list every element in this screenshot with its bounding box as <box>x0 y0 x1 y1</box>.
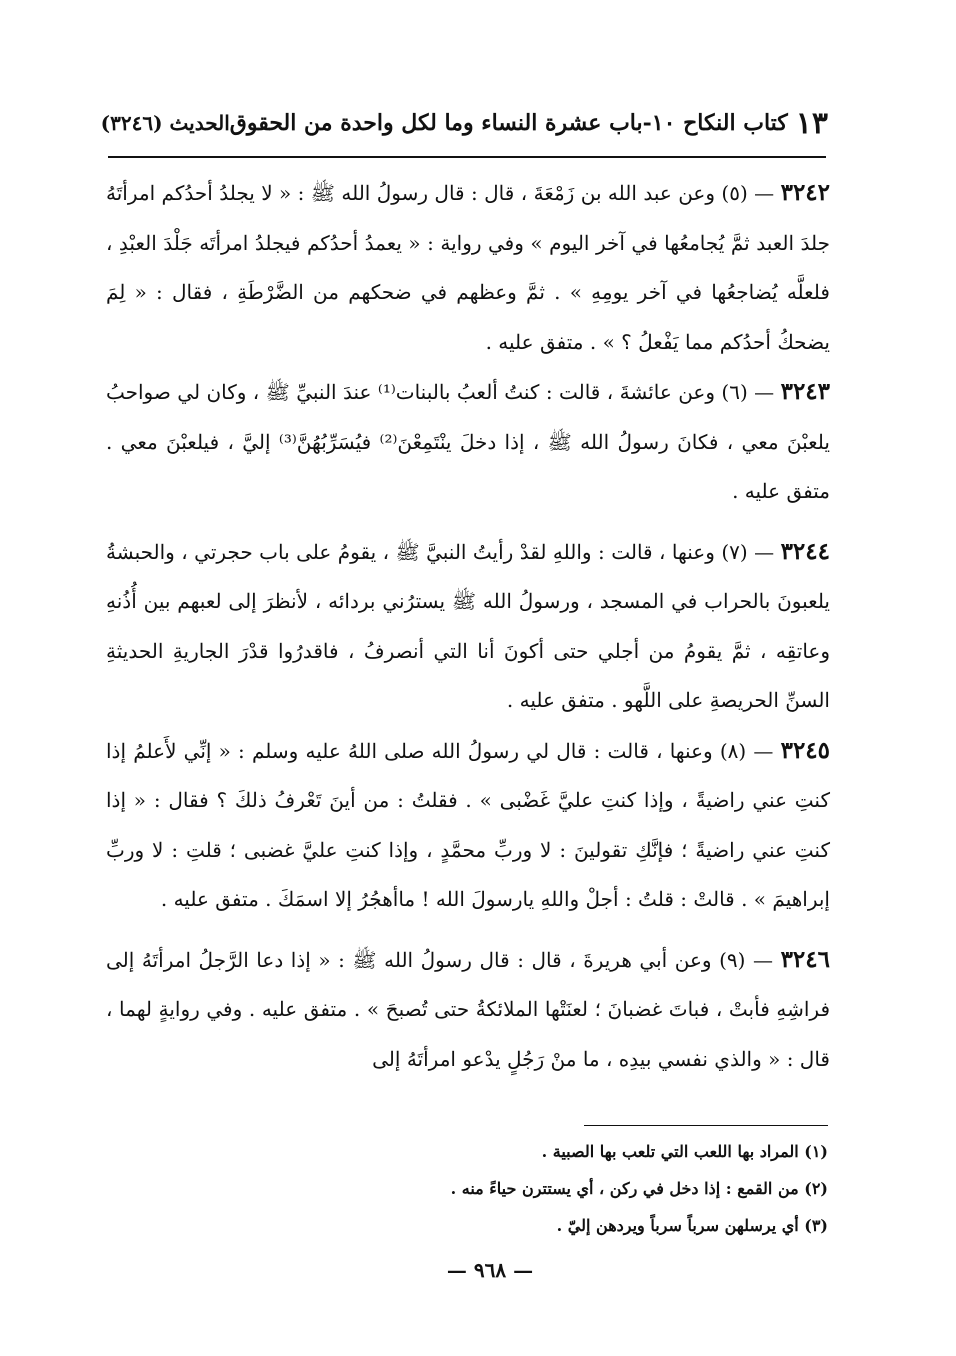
hadith-number: ٣٢٤٢ <box>780 179 831 206</box>
hadith-3246: ٣٢٤٦ — (٩) وعن أبي هريرةَ ، قال : قال رسولُ الله ﷺ : « إذا دعا الرَّجلُ امرأتَهُ إلى فراشِهِ فأبتْ ، فباتَ غضبانَ ؛ لعنَتْها الملائكةُ حتى تُصبحَ » . متفق عليه . وفي روايةٍ لهما ، قال : « والذي نفسي بيدِه ، ما منْ رَجُلٍ يدْعو امرأتَهُ إلى <box>106 945 830 1071</box>
hadith-text: (٩) وعن أبي هريرةَ ، قال : قال رسولُ الله ﷺ : « إذا دعا الرَّجلُ امرأتَهُ إلى فراشِهِ فأبتْ ، فباتَ غضبانَ ؛ لعنَتْها الملائكةُ حتى تُصبحَ » . متفق عليه . وفي روايةٍ لهما ، قال : « والذي نفسي بيدِه ، ما منْ رَجُلٍ يدْعو امرأتَهُ إلى <box>106 947 830 1071</box>
main-text <box>106 168 830 1084</box>
footnote-1: (١) المراد بها اللعب التي تلعب بها الصبية . <box>541 1142 828 1161</box>
hadith-number: ٣٢٤٦ <box>780 945 830 973</box>
hadith-text: (٥) وعن عبد الله بن زَمْعَةَ ، قال : قال رسولُ الله ﷺ : « لا يجلدُ أحدُكم امرأتَهُ جلدَ العبد ثمَّ يُجامعُها في آخر اليوم » وفي رواية : « يعمدُ أحدُكم فيجلدُ امرأتَه جَلْدَ العبْدِ ، فلعلَّه يُضاجعُها في آخر يومِهِ » . ثمَّ وعظهم في ضحكهم من الضَّرْطَةِ ، فقال : « لِمَ يضحكُ أحدُكم مما يَفْعلُ ؟ » . متفق عليه . <box>106 181 830 354</box>
hadith-number: ٣٢٤٤ <box>780 537 830 565</box>
hadith-number: ٣٢٤٣ <box>780 378 831 405</box>
hadith-text: (٦) وعن عائشةَ ، قالت : كنتُ ألعبُ بالبنات⁽¹⁾ عندَ النبيِّ ﷺ ، وكان لي صواحبُ يلعبْنَ معي ، فكانَ رسولُ الله ﷺ ، إذا دخلَ ينْتَمِعْنَ⁽²⁾ فيُسَرِّبُهُنَّ⁽³⁾ إليَّ ، فيلعبْنَ معي . متفق عليه . <box>106 380 830 503</box>
hadith-reference: الحديث (٣٢٤٦) <box>100 111 230 135</box>
hadith-number: ٣٢٤٥ <box>780 736 831 764</box>
hadith-3244: ٣٢٤٤ — (٧) وعنها ، قالت : واللهِ لقدْ رأيتُ النبيَّ ﷺ ، يقومُ على باب حجرتي ، والحبشةُ يلعبونَ بالحراب في المسجد ، ورسولُ الله ﷺ يسترُني بردائه ، لأنظرَ إلى لعبهم بين أُذُنهِ وعاتقِه ، ثمَّ يقومُ من أجلي حتى أكونَ أنا التي أنصرفُ ، فاقدرُوا قدْرَ الجاريةِ الحديثةِ السنِّ الحريصةِ على اللَّهو . متفق عليه . <box>106 537 830 712</box>
hadith-text: (٧) وعنها ، قالت : واللهِ لقدْ رأيتُ النبيَّ ﷺ ، يقومُ على باب حجرتي ، والحبشةُ يلعبونَ بالحراب في المسجد ، ورسولُ الله ﷺ يسترُني بردائه ، لأنظرَ إلى لعبهم بين أُذُنهِ وعاتقِه ، ثمَّ يقومُ من أجلي حتى أكونَ أنا التي أنصرفُ ، فاقدرُوا قدْرَ الجاريةِ الحديثةِ السنِّ الحريصةِ على اللَّهو . متفق عليه . <box>106 539 830 712</box>
header-divider <box>108 156 826 158</box>
footnote-2: (٢) من القمع : إذا دخل في ركن ، أي يستترن حياءً منه . <box>450 1179 828 1198</box>
footnotes <box>300 1133 828 1244</box>
chapter-title: كتاب النكاح ١٠-باب عشرة النساء وما لكل واحدة من الحقوق <box>229 110 788 136</box>
hadith-3245: ٣٢٤٥ — (٨) وعنها ، قالت : قال لي رسولُ الله صلى اللهُ عليه وسلم : « إنِّي لأَعلمُ إذا كنتِ عني راضيةً ، وإذا كنتِ عليَّ غَضْبى » . فقلتُ : من أينَ تَعْرفُ ذلكَ ؟ فقال : « إذا كنتِ عني راضيةً ؛ فإنَّكِ تقولينَ : لا وربِّ محمَّدٍ ، وإذا كنتِ عليَّ غضبى ؛ قلتِ : لا وربِّ إبراهيمَ » . قالتْ : قلتُ : أجلْ واللهِ يارسولَ الله ! ماأهجُرُ إلا اسمَكَ . متفق عليه . <box>106 736 831 911</box>
page-number: — ٩٦٨ — <box>446 1258 534 1282</box>
chapter-number: ١٣ <box>795 105 828 141</box>
footnote-3: (٣) أي يرسلهن سرباً سرباً ويردهن إليّ . <box>556 1216 828 1235</box>
footnote-divider <box>584 1125 828 1126</box>
hadith-3242: ٣٢٤٢ — (٥) وعن عبد الله بن زَمْعَةَ ، قال : قال رسولُ الله ﷺ : « لا يجلدُ أحدُكم امرأتَهُ جلدَ العبد ثمَّ يُجامعُها في آخر اليوم » وفي رواية : « يعمدُ أحدُكم فيجلدُ امرأتَه جَلْدَ العبْدِ ، فلعلَّه يُضاجعُها في آخر يومِهِ » . ثمَّ وعظهم في ضحكهم من الضَّرْطَةِ ، فقال : « لِمَ يضحكُ أحدُكم مما يَفْعلُ ؟ » . متفق عليه . <box>106 179 831 354</box>
header-right <box>230 106 828 141</box>
hadith-3243: ٣٢٤٣ — (٦) وعن عائشةَ ، قالت : كنتُ ألعبُ بالبنات⁽¹⁾ عندَ النبيِّ ﷺ ، وكان لي صواحبُ يلعبْنَ معي ، فكانَ رسولُ الله ﷺ ، إذا دخلَ ينْتَمِعْنَ⁽²⁾ فيُسَرِّبُهُنَّ⁽³⁾ إليَّ ، فيلعبْنَ معي . متفق عليه . <box>106 378 831 503</box>
hadith-text: (٨) وعنها ، قالت : قال لي رسولُ الله صلى اللهُ عليه وسلم : « إنِّي لأَعلمُ إذا كنتِ عني راضيةً ، وإذا كنتِ عليَّ غَضْبى » . فقلتُ : من أينَ تَعْرفُ ذلكَ ؟ فقال : « إذا كنتِ عني راضيةً ؛ فإنَّكِ تقولينَ : لا وربِّ محمَّدٍ ، وإذا كنتِ عليَّ غضبى ؛ قلتِ : لا وربِّ إبراهيمَ » . قالتْ : قلتُ : أجلْ واللهِ يارسولَ الله ! ماأهجُرُ إلا اسمَكَ . متفق عليه . <box>106 738 830 911</box>
page-header <box>100 96 828 150</box>
